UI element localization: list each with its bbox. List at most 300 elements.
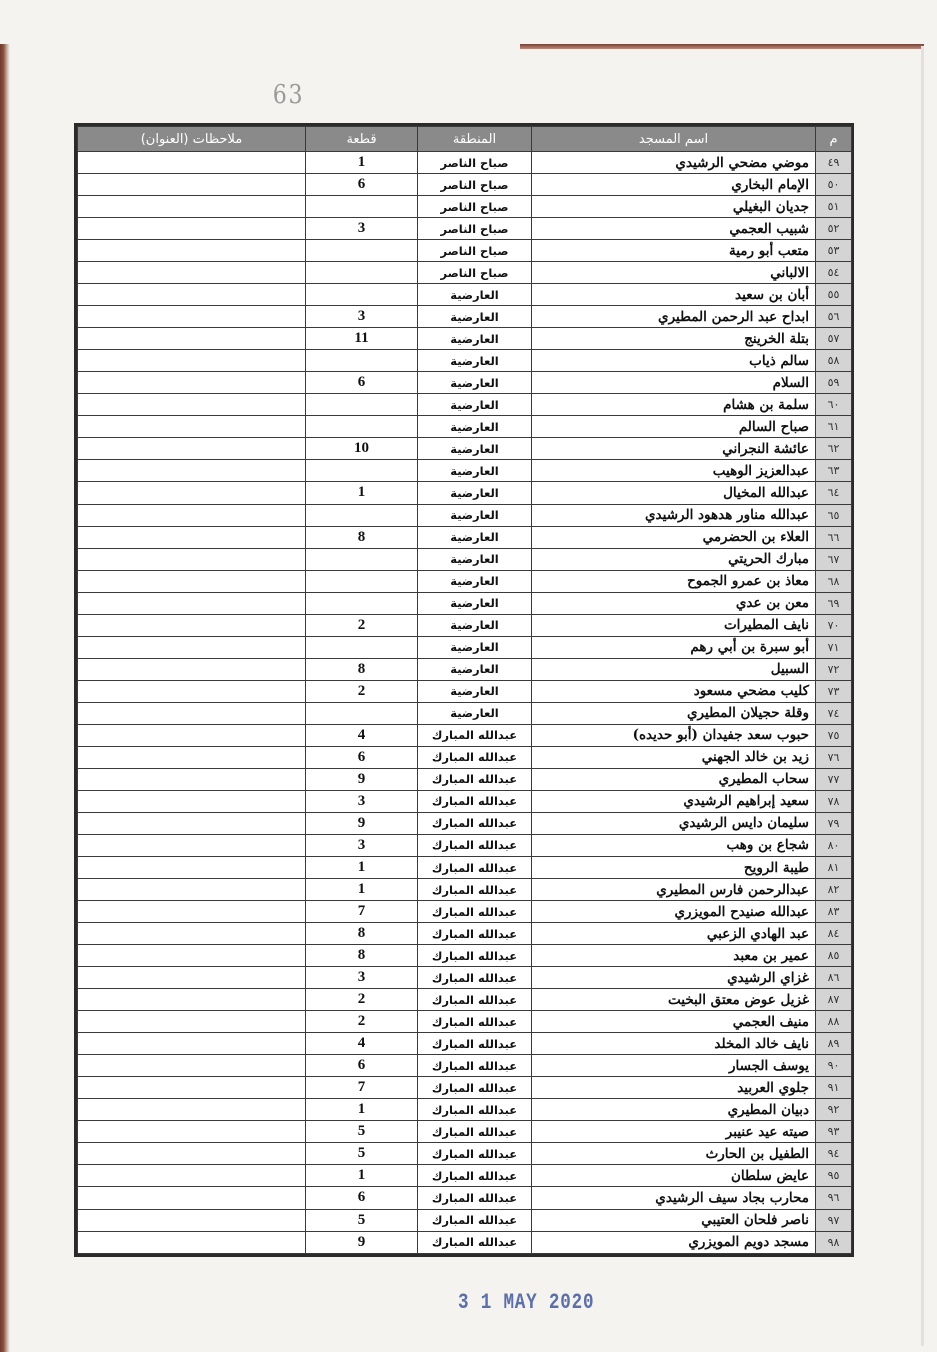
cell-area: صباح الناصر bbox=[418, 174, 532, 196]
cell-notes bbox=[78, 1187, 306, 1209]
table-row bbox=[78, 1187, 852, 1209]
cell-notes bbox=[78, 504, 306, 526]
cell-notes bbox=[78, 680, 306, 702]
cell-plot bbox=[306, 592, 418, 614]
cell-name: أبان بن سعيد bbox=[532, 284, 816, 306]
cell-notes bbox=[78, 901, 306, 923]
cell-num: ٦٧ bbox=[816, 548, 852, 570]
table-row bbox=[78, 504, 852, 526]
cell-plot: 8 bbox=[306, 945, 418, 967]
cell-notes bbox=[78, 1011, 306, 1033]
header-area: المنطقة bbox=[418, 127, 532, 152]
cell-name: سليمان دايس الرشيدي bbox=[532, 812, 816, 834]
cell-name: طيبة الرويح bbox=[532, 857, 816, 879]
cell-plot: 5 bbox=[306, 1143, 418, 1165]
cell-num: ٩٤ bbox=[816, 1143, 852, 1165]
cell-num: ٦٠ bbox=[816, 394, 852, 416]
cell-name: منيف العجمي bbox=[532, 1011, 816, 1033]
cell-name: عبدالله مناور هدهود الرشيدي bbox=[532, 504, 816, 526]
table-row bbox=[78, 460, 852, 482]
cell-num: ٧٠ bbox=[816, 614, 852, 636]
table-row bbox=[78, 614, 852, 636]
table-row bbox=[78, 438, 852, 460]
cell-area: عبدالله المبارك bbox=[418, 724, 532, 746]
cell-notes bbox=[78, 834, 306, 856]
cell-notes bbox=[78, 812, 306, 834]
cell-area: العارضية bbox=[418, 306, 532, 328]
cell-plot: 4 bbox=[306, 1033, 418, 1055]
cell-notes bbox=[78, 945, 306, 967]
cell-plot bbox=[306, 636, 418, 658]
mosque-table bbox=[77, 126, 852, 1254]
cell-num: ٥١ bbox=[816, 196, 852, 218]
cell-area: العارضية bbox=[418, 328, 532, 350]
cell-area: عبدالله المبارك bbox=[418, 1165, 532, 1187]
cell-area: عبدالله المبارك bbox=[418, 901, 532, 923]
table-row bbox=[78, 1165, 852, 1187]
cell-notes bbox=[78, 306, 306, 328]
cell-num: ٥٨ bbox=[816, 350, 852, 372]
cell-area: العارضية bbox=[418, 526, 532, 548]
cell-notes bbox=[78, 570, 306, 592]
table-row bbox=[78, 152, 852, 174]
cell-area: العارضية bbox=[418, 548, 532, 570]
cell-name: موضي مضحي الرشيدي bbox=[532, 152, 816, 174]
cell-area: العارضية bbox=[418, 504, 532, 526]
table-row bbox=[78, 372, 852, 394]
cell-area: عبدالله المبارك bbox=[418, 1077, 532, 1099]
cell-num: ٦٨ bbox=[816, 570, 852, 592]
cell-notes bbox=[78, 438, 306, 460]
cell-area: عبدالله المبارك bbox=[418, 967, 532, 989]
cell-plot: 6 bbox=[306, 372, 418, 394]
cell-name: عبدالله المخيال bbox=[532, 482, 816, 504]
cell-name: معاذ بن عمرو الجموح bbox=[532, 570, 816, 592]
cell-notes bbox=[78, 1077, 306, 1099]
cell-area: عبدالله المبارك bbox=[418, 746, 532, 768]
cell-notes bbox=[78, 636, 306, 658]
cell-notes bbox=[78, 923, 306, 945]
cell-plot: 2 bbox=[306, 989, 418, 1011]
table-row bbox=[78, 901, 852, 923]
cell-area: العارضية bbox=[418, 636, 532, 658]
cell-name: السبيل bbox=[532, 658, 816, 680]
table-row bbox=[78, 196, 852, 218]
table-row bbox=[78, 967, 852, 989]
table-row bbox=[78, 702, 852, 724]
table-row bbox=[78, 548, 852, 570]
cell-num: ٦١ bbox=[816, 416, 852, 438]
cell-notes bbox=[78, 1231, 306, 1253]
cell-name: السلام bbox=[532, 372, 816, 394]
cell-name: شجاع بن وهب bbox=[532, 834, 816, 856]
cell-plot: 1 bbox=[306, 152, 418, 174]
cell-name: عبدالله صنيدح المويزري bbox=[532, 901, 816, 923]
cell-notes bbox=[78, 724, 306, 746]
cell-num: ٧٩ bbox=[816, 812, 852, 834]
cell-area: عبدالله المبارك bbox=[418, 945, 532, 967]
cell-num: ٧٤ bbox=[816, 702, 852, 724]
cell-num: ٩٧ bbox=[816, 1209, 852, 1231]
cell-num: ٩٢ bbox=[816, 1099, 852, 1121]
cell-plot: 6 bbox=[306, 1055, 418, 1077]
cell-area: صباح الناصر bbox=[418, 218, 532, 240]
cell-num: ٩٨ bbox=[816, 1231, 852, 1253]
cell-name: نايف المطيرات bbox=[532, 614, 816, 636]
cell-plot bbox=[306, 570, 418, 592]
cell-name: الالباني bbox=[532, 262, 816, 284]
cell-notes bbox=[78, 1033, 306, 1055]
table-row bbox=[78, 482, 852, 504]
cell-num: ٨٣ bbox=[816, 901, 852, 923]
cell-num: ٦٤ bbox=[816, 482, 852, 504]
table-row bbox=[78, 570, 852, 592]
cell-plot bbox=[306, 262, 418, 284]
cell-notes bbox=[78, 1143, 306, 1165]
cell-name: بتلة الخرينج bbox=[532, 328, 816, 350]
cell-area: عبدالله المبارك bbox=[418, 1209, 532, 1231]
cell-num: ٥٩ bbox=[816, 372, 852, 394]
cell-plot bbox=[306, 350, 418, 372]
cell-name: أبو سبرة بن أبي رهم bbox=[532, 636, 816, 658]
cell-name: حبوب سعد جفيدان (أبو حديده) bbox=[532, 724, 816, 746]
cell-plot bbox=[306, 460, 418, 482]
cell-plot: 3 bbox=[306, 967, 418, 989]
cell-num: ٩٣ bbox=[816, 1121, 852, 1143]
cell-area: عبدالله المبارك bbox=[418, 1055, 532, 1077]
cell-plot: 9 bbox=[306, 812, 418, 834]
table-row bbox=[78, 1121, 852, 1143]
cell-area: العارضية bbox=[418, 614, 532, 636]
cell-plot: 8 bbox=[306, 526, 418, 548]
cell-notes bbox=[78, 1099, 306, 1121]
cell-name: صيته عيد عنيبر bbox=[532, 1121, 816, 1143]
cell-name: مبارك الحريتي bbox=[532, 548, 816, 570]
cell-notes bbox=[78, 152, 306, 174]
table-row bbox=[78, 262, 852, 284]
cell-plot bbox=[306, 394, 418, 416]
cell-num: ٨٢ bbox=[816, 879, 852, 901]
table-row bbox=[78, 1143, 852, 1165]
table-row bbox=[78, 989, 852, 1011]
cell-notes bbox=[78, 372, 306, 394]
cell-plot: 10 bbox=[306, 438, 418, 460]
cell-notes bbox=[78, 989, 306, 1011]
cell-plot: 4 bbox=[306, 724, 418, 746]
cell-name: سحاب المطيري bbox=[532, 768, 816, 790]
cell-name: عايض سلطان bbox=[532, 1165, 816, 1187]
cell-num: ٨٥ bbox=[816, 945, 852, 967]
cell-num: ٩١ bbox=[816, 1077, 852, 1099]
cell-area: عبدالله المبارك bbox=[418, 989, 532, 1011]
cell-num: ٩٦ bbox=[816, 1187, 852, 1209]
cell-plot: 1 bbox=[306, 482, 418, 504]
cell-notes bbox=[78, 196, 306, 218]
cell-name: شبيب العجمي bbox=[532, 218, 816, 240]
table-row bbox=[78, 834, 852, 856]
header-name: اسم المسجد bbox=[532, 127, 816, 152]
cell-area: العارضية bbox=[418, 570, 532, 592]
cell-notes bbox=[78, 350, 306, 372]
cell-name: سلمة بن هشام bbox=[532, 394, 816, 416]
cell-num: ٨٩ bbox=[816, 1033, 852, 1055]
cell-area: عبدالله المبارك bbox=[418, 1121, 532, 1143]
cell-num: ٦٥ bbox=[816, 504, 852, 526]
cell-plot: 3 bbox=[306, 218, 418, 240]
cell-plot: 6 bbox=[306, 174, 418, 196]
cell-notes bbox=[78, 1055, 306, 1077]
cell-plot: 5 bbox=[306, 1121, 418, 1143]
cell-notes bbox=[78, 1209, 306, 1231]
cell-area: عبدالله المبارك bbox=[418, 812, 532, 834]
table-header-row bbox=[78, 127, 852, 152]
cell-plot bbox=[306, 284, 418, 306]
cell-name: ابداح عبد الرحمن المطيري bbox=[532, 306, 816, 328]
table-row bbox=[78, 879, 852, 901]
cell-notes bbox=[78, 790, 306, 812]
cell-name: ناصر فلحان العتيبي bbox=[532, 1209, 816, 1231]
cell-num: ٥٣ bbox=[816, 240, 852, 262]
cell-notes bbox=[78, 394, 306, 416]
cell-area: عبدالله المبارك bbox=[418, 879, 532, 901]
cell-name: محارب بجاد سيف الرشيدي bbox=[532, 1187, 816, 1209]
cell-num: ٦٣ bbox=[816, 460, 852, 482]
table-row bbox=[78, 746, 852, 768]
table-row bbox=[78, 790, 852, 812]
cell-notes bbox=[78, 702, 306, 724]
cell-name: الإمام البخاري bbox=[532, 174, 816, 196]
cell-name: وقلة حجيلان المطيري bbox=[532, 702, 816, 724]
cell-name: العلاء بن الحضرمي bbox=[532, 526, 816, 548]
cell-area: عبدالله المبارك bbox=[418, 768, 532, 790]
cell-notes bbox=[78, 240, 306, 262]
page-left-edge bbox=[0, 44, 10, 1352]
date-stamp: 3 1 MAY 2020 bbox=[458, 1290, 595, 1315]
table-row bbox=[78, 1077, 852, 1099]
cell-area: العارضية bbox=[418, 416, 532, 438]
cell-num: ٥٢ bbox=[816, 218, 852, 240]
cell-num: ٥٧ bbox=[816, 328, 852, 350]
cell-num: ٥٦ bbox=[816, 306, 852, 328]
cell-name: سعيد إبراهيم الرشيدي bbox=[532, 790, 816, 812]
cell-notes bbox=[78, 614, 306, 636]
table-row bbox=[78, 1033, 852, 1055]
table-row bbox=[78, 724, 852, 746]
table-row bbox=[78, 526, 852, 548]
cell-area: عبدالله المبارك bbox=[418, 1143, 532, 1165]
cell-num: ٥٠ bbox=[816, 174, 852, 196]
cell-area: عبدالله المبارك bbox=[418, 790, 532, 812]
cell-notes bbox=[78, 857, 306, 879]
table-row bbox=[78, 945, 852, 967]
cell-num: ٨١ bbox=[816, 857, 852, 879]
cell-plot: 2 bbox=[306, 1011, 418, 1033]
cell-name: جلوي العربيد bbox=[532, 1077, 816, 1099]
table-row bbox=[78, 240, 852, 262]
cell-area: العارضية bbox=[418, 350, 532, 372]
cell-name: عبدالرحمن فارس المطيري bbox=[532, 879, 816, 901]
table-row bbox=[78, 328, 852, 350]
table-row bbox=[78, 416, 852, 438]
cell-plot: 9 bbox=[306, 1231, 418, 1253]
cell-name: صباح السالم bbox=[532, 416, 816, 438]
cell-notes bbox=[78, 284, 306, 306]
cell-num: ٨٠ bbox=[816, 834, 852, 856]
cell-plot: 1 bbox=[306, 879, 418, 901]
cell-notes bbox=[78, 262, 306, 284]
cell-area: العارضية bbox=[418, 372, 532, 394]
cell-name: عبد الهادي الزعبي bbox=[532, 923, 816, 945]
cell-area: العارضية bbox=[418, 658, 532, 680]
cell-name: عبدالعزيز الوهيب bbox=[532, 460, 816, 482]
cell-area: صباح الناصر bbox=[418, 262, 532, 284]
cell-area: العارضية bbox=[418, 702, 532, 724]
table-row bbox=[78, 218, 852, 240]
cell-plot bbox=[306, 416, 418, 438]
cell-name: دبيان المطيري bbox=[532, 1099, 816, 1121]
table-row bbox=[78, 592, 852, 614]
cell-area: العارضية bbox=[418, 438, 532, 460]
cell-area: صباح الناصر bbox=[418, 152, 532, 174]
cell-num: ٧٨ bbox=[816, 790, 852, 812]
table-row bbox=[78, 1011, 852, 1033]
cell-plot: 11 bbox=[306, 328, 418, 350]
table-row bbox=[78, 394, 852, 416]
cell-num: ٦٦ bbox=[816, 526, 852, 548]
header-notes: ملاحظات (العنوان) bbox=[78, 127, 306, 152]
cell-notes bbox=[78, 416, 306, 438]
cell-num: ٦٩ bbox=[816, 592, 852, 614]
cell-num: ٧٥ bbox=[816, 724, 852, 746]
cell-plot: 9 bbox=[306, 768, 418, 790]
cell-notes bbox=[78, 1121, 306, 1143]
cell-area: صباح الناصر bbox=[418, 196, 532, 218]
cell-plot: 3 bbox=[306, 790, 418, 812]
cell-plot bbox=[306, 240, 418, 262]
cell-notes bbox=[78, 460, 306, 482]
cell-name: زيد بن خالد الجهني bbox=[532, 746, 816, 768]
cell-name: عمير بن معبد bbox=[532, 945, 816, 967]
table-row bbox=[78, 350, 852, 372]
cell-name: مسجد دويم المويزري bbox=[532, 1231, 816, 1253]
table-body bbox=[78, 152, 852, 1254]
table-row bbox=[78, 1055, 852, 1077]
cell-plot bbox=[306, 196, 418, 218]
cell-plot: 1 bbox=[306, 857, 418, 879]
cell-name: جديان البغيلي bbox=[532, 196, 816, 218]
cell-plot: 8 bbox=[306, 923, 418, 945]
cell-plot: 5 bbox=[306, 1209, 418, 1231]
table-row bbox=[78, 768, 852, 790]
cell-area: العارضية bbox=[418, 482, 532, 504]
cell-notes bbox=[78, 768, 306, 790]
cell-notes bbox=[78, 548, 306, 570]
cell-plot: 6 bbox=[306, 746, 418, 768]
table-row bbox=[78, 174, 852, 196]
cell-name: عائشة النجراني bbox=[532, 438, 816, 460]
cell-num: ٧٦ bbox=[816, 746, 852, 768]
cell-plot: 1 bbox=[306, 1099, 418, 1121]
page-top-edge bbox=[520, 44, 924, 49]
cell-plot bbox=[306, 504, 418, 526]
table-row bbox=[78, 812, 852, 834]
cell-name: معن بن عدي bbox=[532, 592, 816, 614]
cell-num: ٨٨ bbox=[816, 1011, 852, 1033]
cell-num: ٥٥ bbox=[816, 284, 852, 306]
cell-plot bbox=[306, 548, 418, 570]
cell-num: ٩٠ bbox=[816, 1055, 852, 1077]
cell-notes bbox=[78, 482, 306, 504]
cell-plot: 7 bbox=[306, 901, 418, 923]
cell-num: ٥٤ bbox=[816, 262, 852, 284]
cell-num: ٨٤ bbox=[816, 923, 852, 945]
cell-num: ٧٧ bbox=[816, 768, 852, 790]
cell-area: العارضية bbox=[418, 394, 532, 416]
cell-name: غزاي الرشيدي bbox=[532, 967, 816, 989]
cell-area: العارضية bbox=[418, 680, 532, 702]
cell-area: صباح الناصر bbox=[418, 240, 532, 262]
cell-notes bbox=[78, 174, 306, 196]
cell-num: ٨٧ bbox=[816, 989, 852, 1011]
page-number: 63 bbox=[272, 80, 305, 110]
cell-name: سالم ذياب bbox=[532, 350, 816, 372]
cell-notes bbox=[78, 1165, 306, 1187]
header-plot: قطعة bbox=[306, 127, 418, 152]
cell-num: ٧٣ bbox=[816, 680, 852, 702]
cell-notes bbox=[78, 746, 306, 768]
cell-area: عبدالله المبارك bbox=[418, 1187, 532, 1209]
cell-num: ٤٩ bbox=[816, 152, 852, 174]
cell-notes bbox=[78, 592, 306, 614]
mosque-table-frame bbox=[74, 123, 854, 1257]
cell-area: عبدالله المبارك bbox=[418, 1099, 532, 1121]
cell-name: كليب مضحي مسعود bbox=[532, 680, 816, 702]
table-row bbox=[78, 857, 852, 879]
cell-name: الطفيل بن الحارث bbox=[532, 1143, 816, 1165]
cell-area: عبدالله المبارك bbox=[418, 1231, 532, 1253]
cell-num: ٨٦ bbox=[816, 967, 852, 989]
table-row bbox=[78, 923, 852, 945]
cell-plot: 7 bbox=[306, 1077, 418, 1099]
cell-notes bbox=[78, 967, 306, 989]
cell-num: ٦٢ bbox=[816, 438, 852, 460]
cell-area: العارضية bbox=[418, 284, 532, 306]
cell-area: العارضية bbox=[418, 460, 532, 482]
cell-name: متعب أبو رمية bbox=[532, 240, 816, 262]
header-num: م bbox=[816, 127, 852, 152]
cell-plot: 1 bbox=[306, 1165, 418, 1187]
table-row bbox=[78, 1099, 852, 1121]
cell-area: عبدالله المبارك bbox=[418, 923, 532, 945]
cell-area: عبدالله المبارك bbox=[418, 1011, 532, 1033]
cell-notes bbox=[78, 526, 306, 548]
cell-plot: 2 bbox=[306, 614, 418, 636]
cell-notes bbox=[78, 218, 306, 240]
table-row bbox=[78, 680, 852, 702]
cell-plot: 2 bbox=[306, 680, 418, 702]
cell-notes bbox=[78, 879, 306, 901]
cell-num: ٧٢ bbox=[816, 658, 852, 680]
cell-area: عبدالله المبارك bbox=[418, 834, 532, 856]
cell-plot: 3 bbox=[306, 834, 418, 856]
cell-plot: 8 bbox=[306, 658, 418, 680]
cell-plot: 6 bbox=[306, 1187, 418, 1209]
cell-num: ٧١ bbox=[816, 636, 852, 658]
table-row bbox=[78, 306, 852, 328]
cell-notes bbox=[78, 328, 306, 350]
cell-area: العارضية bbox=[418, 592, 532, 614]
page-right-edge bbox=[921, 46, 924, 1346]
